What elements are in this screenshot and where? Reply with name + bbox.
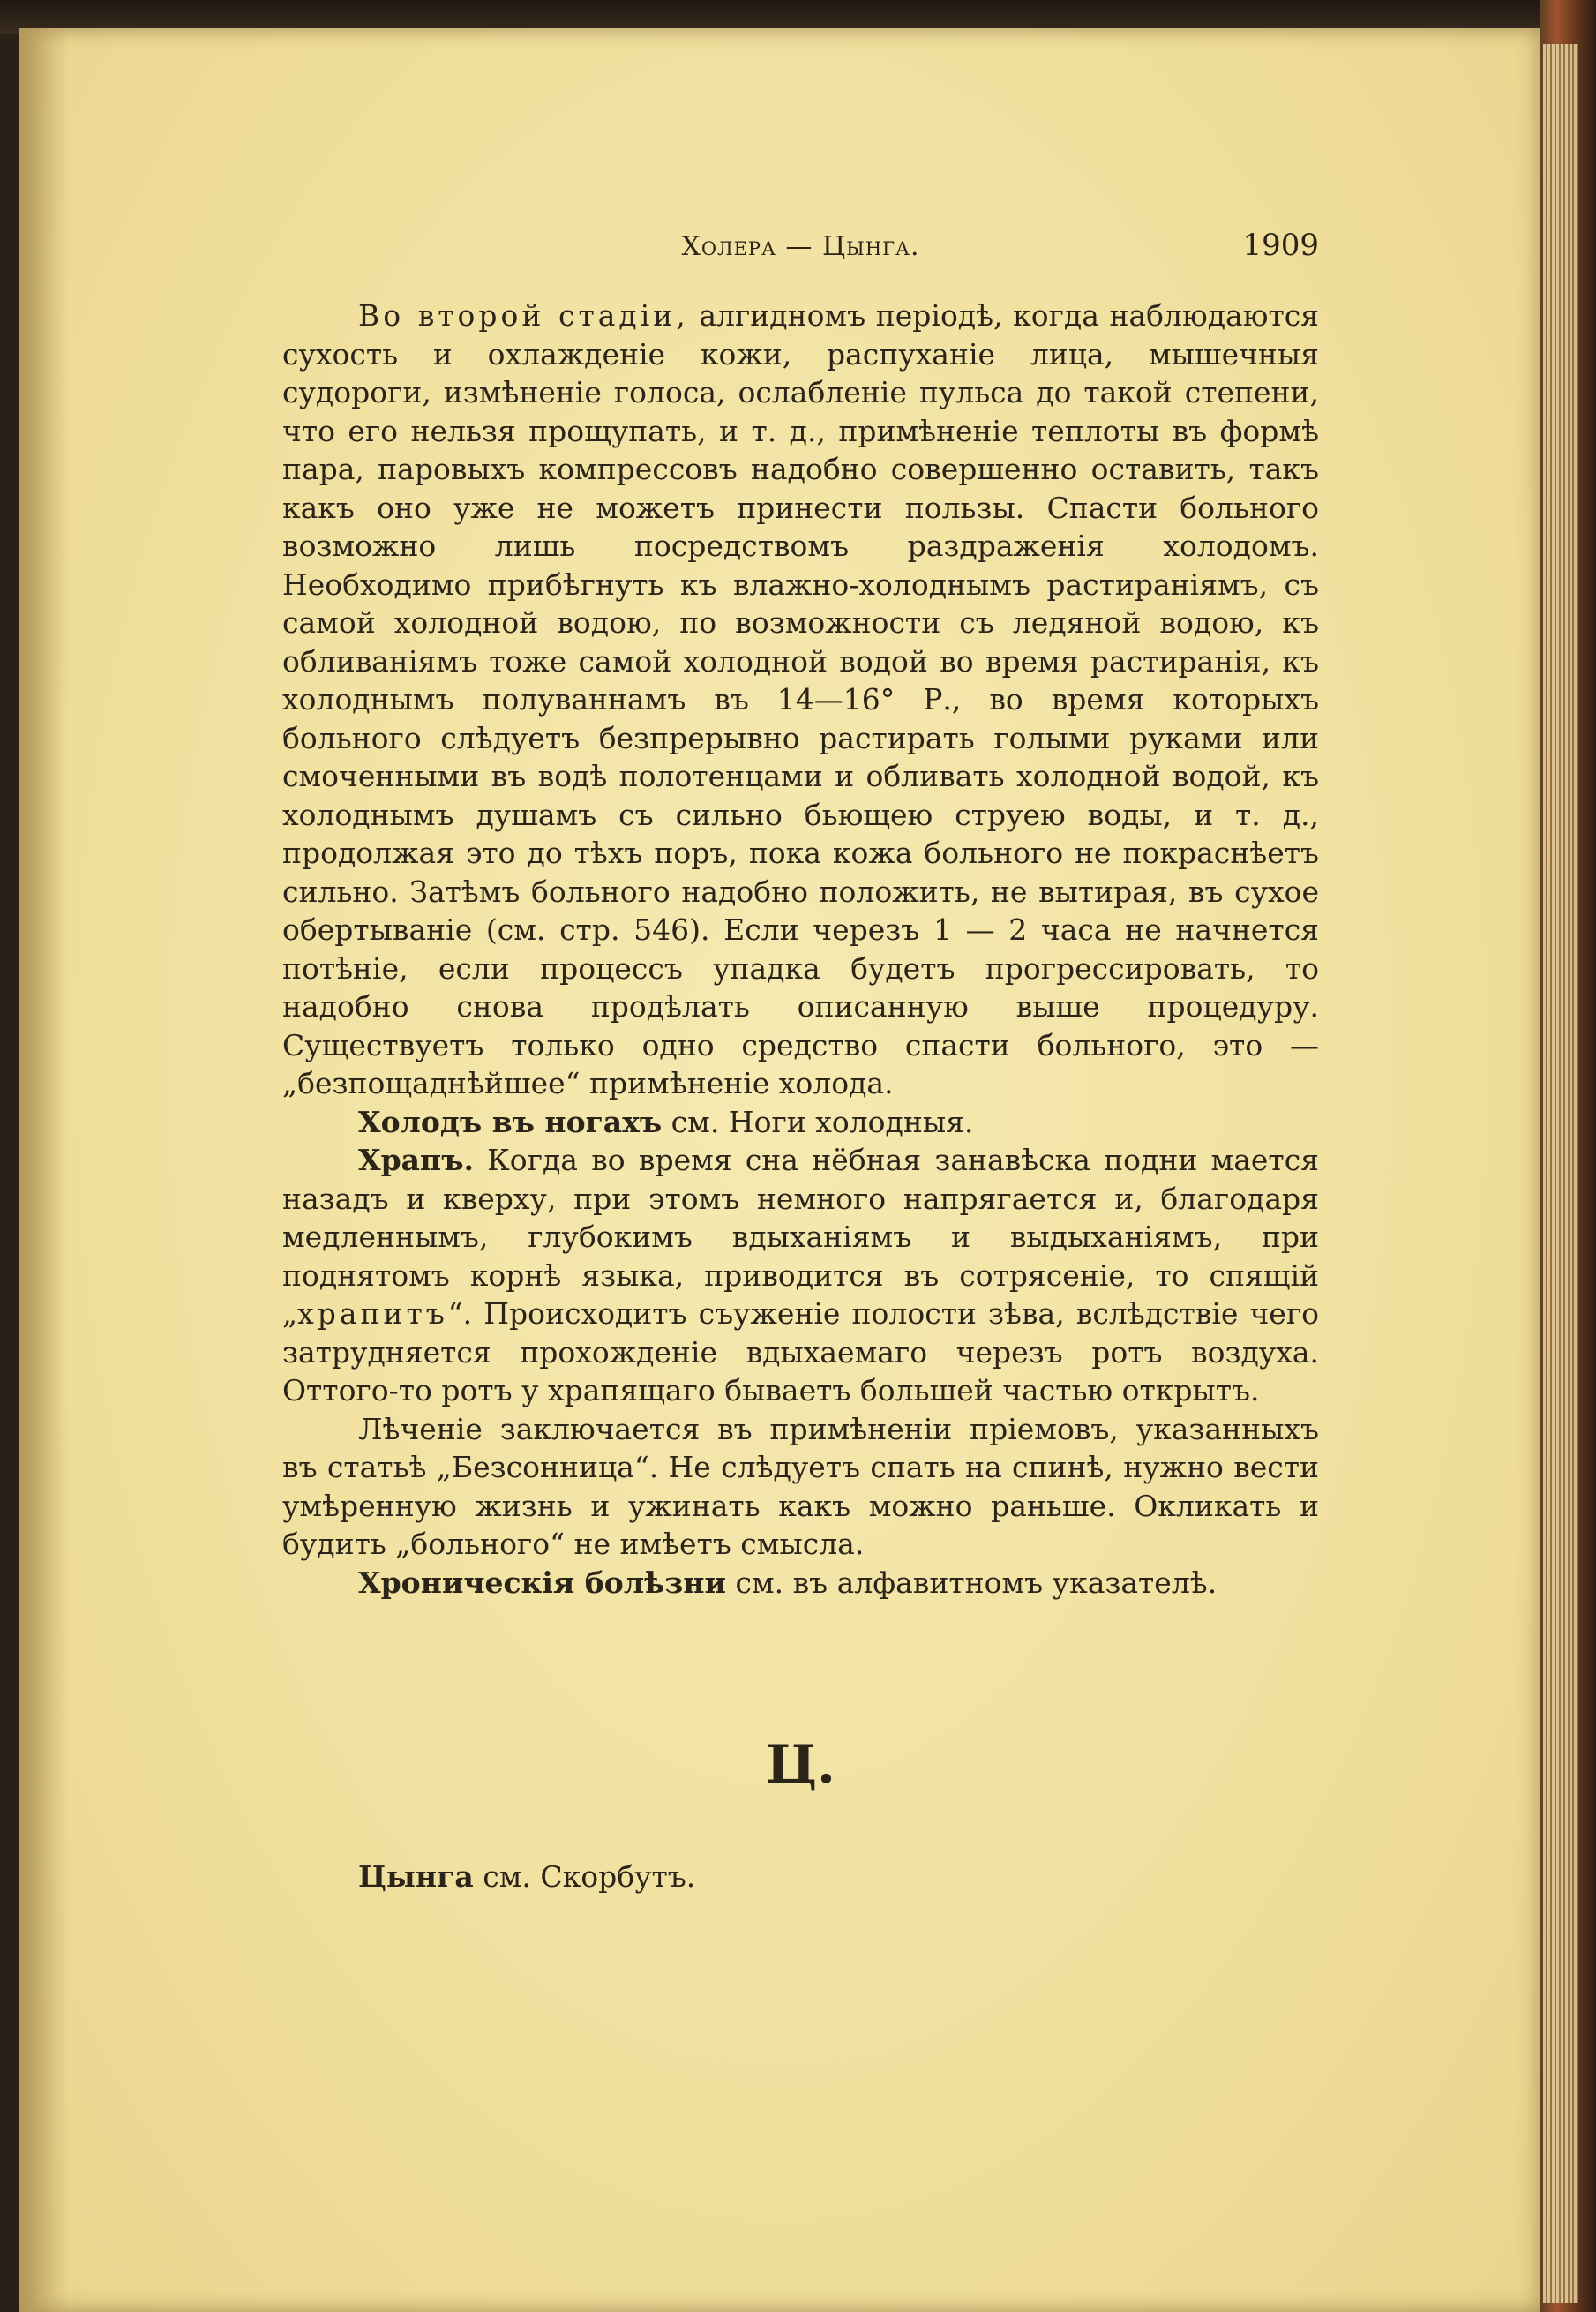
running-title: Холера — Цынга. bbox=[681, 231, 920, 262]
paragraph-text: алгиднoмъ перiодѣ, когда наблюдаются сухость и охлажденiе кожи, распуханiе лица, мышечныя судороги, измѣненiе голоса, ослабленiе пульса до такой степени, что его нельзя прощупать, и т. д., примѣненiе теплоты въ формѣ пара, паровыхъ компрессовъ надобно совершенно оставить, такъ какъ оно уже не можетъ принести пользы. Спасти больного возможно лишь посредствомъ раздраженiя холодомъ. Необходимо прибѣгнуть къ влажно-холоднымъ растиранiямъ, съ самой холодной водою, по возможности съ ледяной водою, къ обливанiямъ тоже самой холодной водой во время растиранiя, къ холоднымъ полуваннамъ въ 14—16° Р., во время которыхъ больного слѣдуетъ безпрерывно растирать голыми руками или смоченными въ водѣ полотенцами и обливать холодной водой, къ холоднымъ душамъ съ сильно бьющею струею воды, и т. д., продолжая это до тѣхъ поръ, пока кожа больного не покраснѣетъ сильно. Затѣмъ больного надобно положить, не вытирая, въ сухое обертыванiе (см. стр. 546). Если черезъ 1 — 2 часа не начнется потѣнiе, если процессъ упадка будетъ прогрессировать, то надобно снова продѣлать описанную выше процедуру. Существуетъ только одно средство спасти больного, это — „безпощаднѣйшее“ примѣненiе холода. bbox=[282, 298, 1319, 1100]
page-content bbox=[282, 221, 1319, 1925]
entry-scurvy bbox=[282, 1858, 1319, 1896]
section-letter: Ц. bbox=[766, 1734, 835, 1796]
body-text bbox=[282, 297, 1319, 1602]
entry-text: см. Ноги холодныя. bbox=[662, 1104, 974, 1139]
entry-term: Хроническiя болѣзни bbox=[358, 1565, 726, 1600]
entry-chronic-diseases bbox=[282, 1564, 1319, 1603]
entry-cold-feet bbox=[282, 1103, 1319, 1142]
running-head bbox=[282, 221, 1319, 274]
entry-snoring bbox=[282, 1141, 1319, 1410]
paragraph-text: Лѣченiе заключается въ примѣненiи прiемовъ, указанныхъ въ статьѣ „Безсонница“. Не слѣдуетъ спать на спинѣ, нужно вести умѣренную жизнь и ужинать какъ можно раньше. Окликать и будить „больного“ не имѣетъ смысла. bbox=[282, 1411, 1319, 1561]
entry-term: Холодъ въ ногахъ bbox=[358, 1104, 663, 1139]
entry-text: Когда во время сна нёбная занавѣска подни мается назадъ и кверху, при этомъ немного напрягается и, благодаря медленнымъ, глубокимъ вдыханiямъ и выдыханiямъ, при поднятомъ корнѣ языка, приводится въ сотрясенiе, то спящiй „ bbox=[282, 1143, 1319, 1331]
entry-term: Цынга bbox=[358, 1859, 474, 1894]
page-stack-edges bbox=[1543, 44, 1578, 2303]
spaced-lead: Во второй стадiи, bbox=[358, 298, 689, 333]
entry-text: см. Скорбутъ. bbox=[473, 1859, 696, 1894]
page-number: 1909 bbox=[1242, 228, 1319, 263]
paragraph-treatment bbox=[282, 1410, 1319, 1564]
entry-term: Храпъ. bbox=[358, 1143, 475, 1177]
spaced-word: храпитъ bbox=[297, 1296, 448, 1331]
gutter-shadow bbox=[19, 28, 69, 2312]
entry-text-continued: “. Происходитъ съуженiе полости зѣва, вслѣдствiе чего затрудняется прохожденiе вдыхаемаго черезъ ротъ воздуха. Оттого-то ротъ у храпящаго бываетъ большей частью открытъ. bbox=[282, 1296, 1319, 1407]
paragraph-cholera-stage bbox=[282, 297, 1319, 1103]
entry-text: см. въ алфавитномъ указателѣ. bbox=[725, 1565, 1218, 1600]
